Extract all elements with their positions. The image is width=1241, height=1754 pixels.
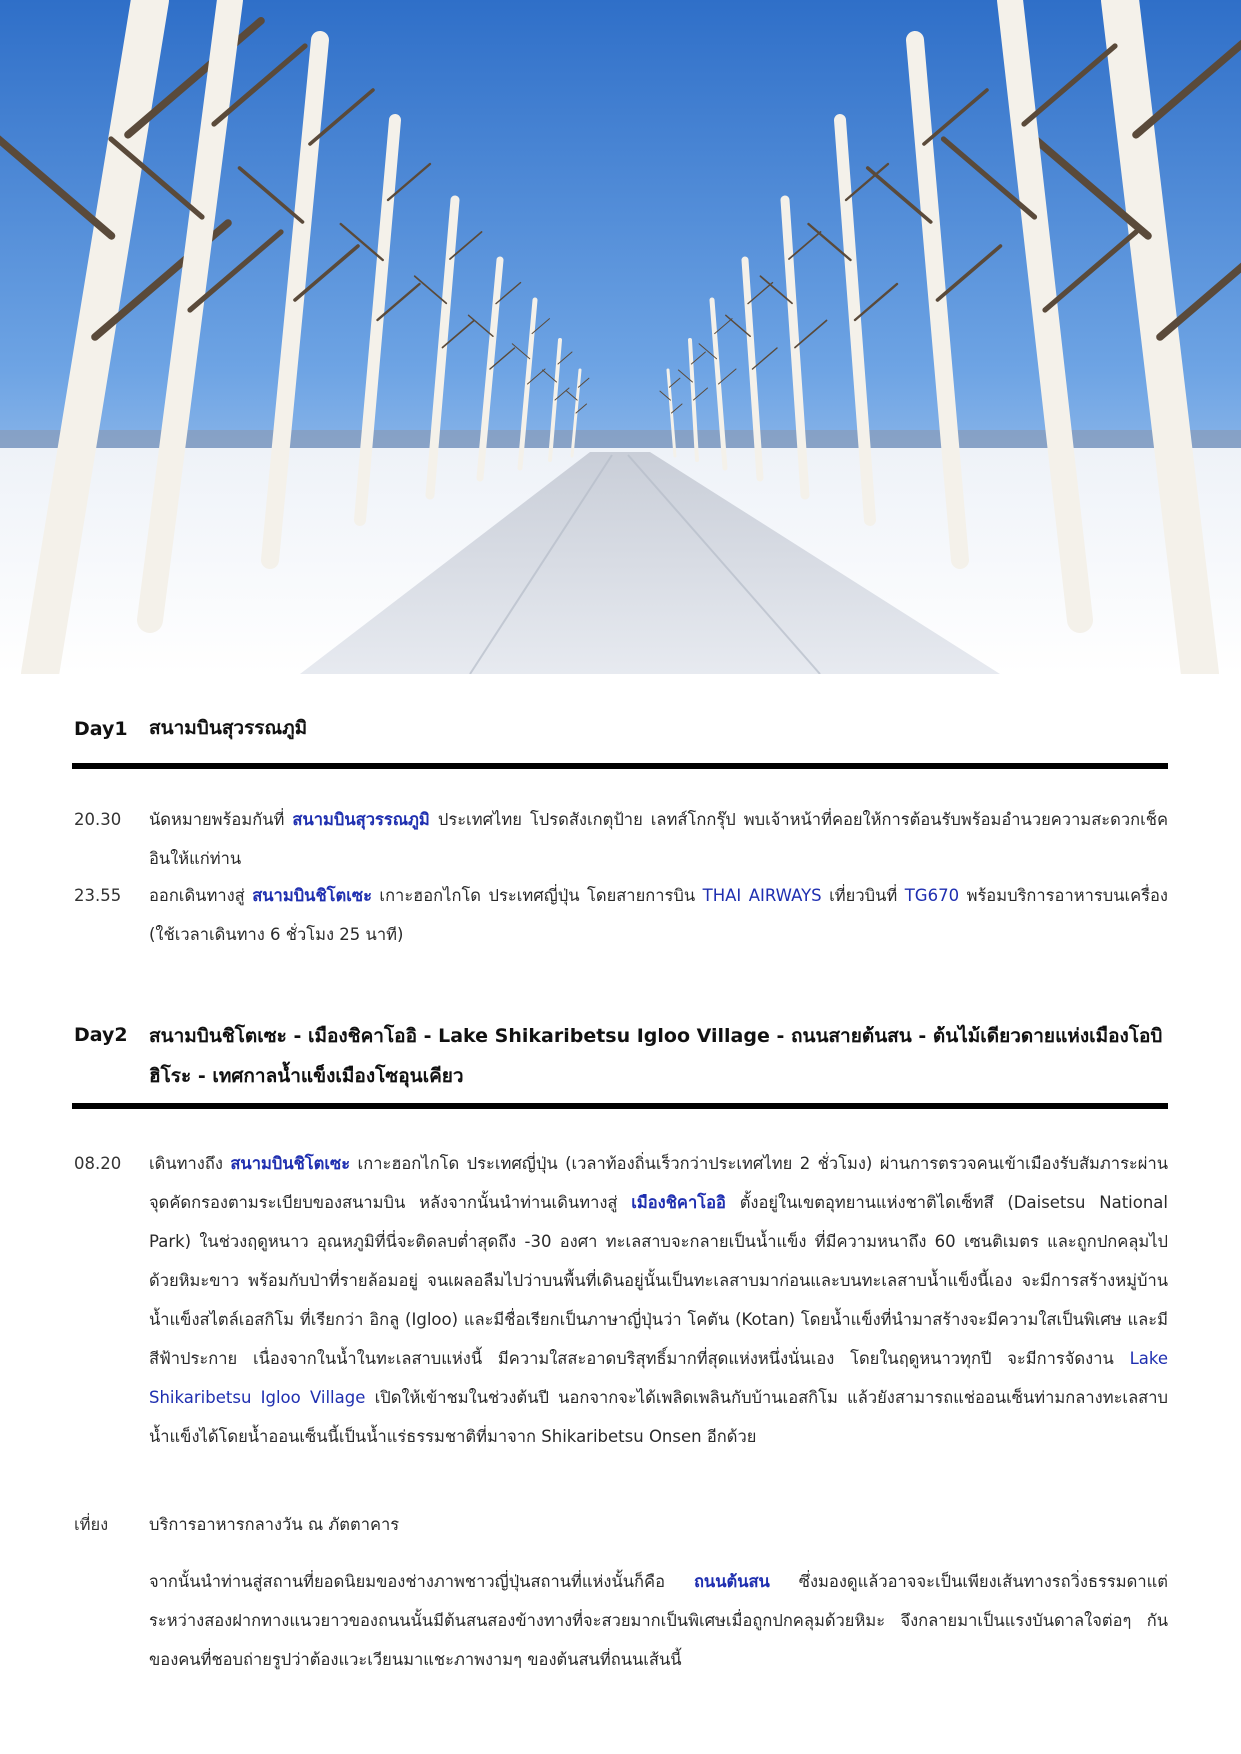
- entry-text: [149, 1505, 1168, 1544]
- day1-label: Day1: [74, 718, 128, 740]
- entry-time: 23.55: [74, 886, 122, 905]
- highlight-text: ถนนต้นสน: [693, 1572, 770, 1591]
- body-text: บริการอาหารกลางวัน ณ ภัตตาคาร: [149, 1515, 400, 1534]
- body-text: ซึ่งมองดูแล้วอาจจะเป็นเพียงเส้นทางรถวิ่งธรรมดาแต่ระหว่างสองฝากทางแนวยาวของถนนนั้นมีต้นสนสองข้างทางที่จะสวยมากเป็นพิเศษเมื่อถูกปกคลุมด้วยหิมะ จึงกลายมาเป็นแรงบันดาลใจต่อๆ กันของคนที่ชอบถ่ายรูปว่าต้องแวะเวียนมาแชะภาพงามๆ ของต้นสนที่ถนนเส้นนี้: [149, 1572, 1168, 1669]
- day2-label: Day2: [74, 1024, 128, 1046]
- body-text: เกาะฮอกไกโด ประเทศญี่ปุ่น (เวลาท้องถิ่นเร็วกว่าประเทศไทย 2 ชั่วโมง) ผ่านการตรวจคนเข้าเมืองรับสัมภาระผ่านจุดคัดกรองตามระเบียบของสนามบิน หลังจากนั้นนำท่านเดินทางสู่: [149, 1154, 1169, 1212]
- snowy-birch-road-photo: [0, 0, 1241, 674]
- body-text: เดินทางถึง: [149, 1154, 231, 1173]
- highlight-text: สนามบินสุวรรณภูมิ: [292, 810, 430, 829]
- body-text: ออกเดินทางสู่: [149, 886, 253, 905]
- highlight-text: สนามบินชิโตเซะ: [230, 1154, 351, 1173]
- body-text: เปิดให้เข้าชมในช่วงต้นปี นอกจากจะได้เพลิดเพลินกับบ้านเอสกิโม แล้วยังสามารถแช่ออนเซ็นท่ามกลางทะเลสาบน้ำแข็งได้โดยน้ำออนเซ็นนี้เป็นน้ำแร่ธรรมชาติที่มาจาก Shikaribetsu Onsen อีกด้วย: [149, 1388, 1168, 1446]
- entry-text: [149, 1144, 1168, 1456]
- day2-title: สนามบินชิโตเซะ - เมืองชิคาโออิ - Lake Shikaribetsu Igloo Village - ถนนสายต้นสน - ต้นไม้เดียวดายแห่งเมืองโอบิฮิโระ - เทศกาลน้ำแข็งเมืองโซอุนเคียว: [149, 1025, 1163, 1087]
- day1-title: สนามบินสุวรรณภูมิ: [149, 717, 308, 739]
- highlight-text: TG670: [904, 886, 960, 905]
- body-text: พร้อมบริการอาหารบนเครื่อง (ใช้เวลาเดินทาง 6 ชั่วโมง 25 นาที): [149, 886, 1168, 944]
- highlight-text: สนามบินชิโตเซะ: [252, 886, 372, 905]
- highlight-text: เมืองชิคาโออิ: [631, 1193, 726, 1212]
- day2-divider: [72, 1103, 1168, 1109]
- body-text: จากนั้นนำท่านสู่สถานที่ยอดนิยมของช่างภาพชาวญี่ปุ่นสถานที่แห่งนั้นก็คือ: [149, 1572, 694, 1591]
- entry-time: 08.20: [74, 1154, 122, 1173]
- entry-text: [149, 1562, 1168, 1679]
- body-text: เกาะฮอกไกโด ประเทศญี่ปุ่น โดยสายการบิน: [371, 886, 703, 905]
- highlight-text: THAI AIRWAYS: [702, 886, 822, 905]
- entry-text: [149, 876, 1168, 954]
- entry-text: [149, 800, 1168, 878]
- day1-divider: [72, 763, 1168, 769]
- entry-time: 20.30: [74, 810, 122, 829]
- body-text: นัดหมายพร้อมกันที่: [149, 810, 293, 829]
- highlight-text: Lake Shikaribetsu Igloo Village: [149, 1349, 1168, 1407]
- entry-time: เที่ยง: [74, 1515, 109, 1534]
- body-text: เที่ยวบินที่: [821, 886, 905, 905]
- body-text: ประเทศไทย โปรดสังเกตุป้าย เลทส์โกกรุ๊ป พบเจ้าหน้าที่คอยให้การต้อนรับพร้อมอำนวยความสะดวกเช็คอินให้แก่ท่าน: [149, 810, 1168, 868]
- body-text: ตั้งอยู่ในเขตอุทยานแห่งชาติไดเซ็ทสึ (Daisetsu National Park) ในช่วงฤดูหนาว อุณหภูมิที่นี่จะติดลบต่ำสุดถึง -30 องศา ทะเลสาบจะกลายเป็นน้ำแข็ง ที่มีความหนาถึง 60 เซนติเมตร และถูกปกคลุมไปด้วยหิมะขาว พร้อมกับป่าที่รายล้อมอยู่ จนเผลอลืมไปว่าบนพื้นที่เดินอยู่นั้นเป็นทะเลสาบมาก่อนและบนทะเลสาบน้ำแข็งนี้เอง จะมีการสร้างหมู่บ้านน้ำแข็งสไตล์เอสกิโม ที่เรียกว่า อิกลู (Igloo) และมีชื่อเรียกเป็นภาษาญี่ปุ่นว่า โคตัน (Kotan) โดยน้ำแข็งที่นำมาสร้างจะมีความใสเป็นพิเศษ และมีสีฟ้าประกาย เนื่องจากในน้ำในทะเลสาบแห่งนี้ มีความใสสะอาดบริสุทธิ์มากที่สุดแห่งหนึ่งนั่นเอง โดยในฤดูหนาวทุกปี จะมีการจัดงาน: [149, 1193, 1168, 1368]
